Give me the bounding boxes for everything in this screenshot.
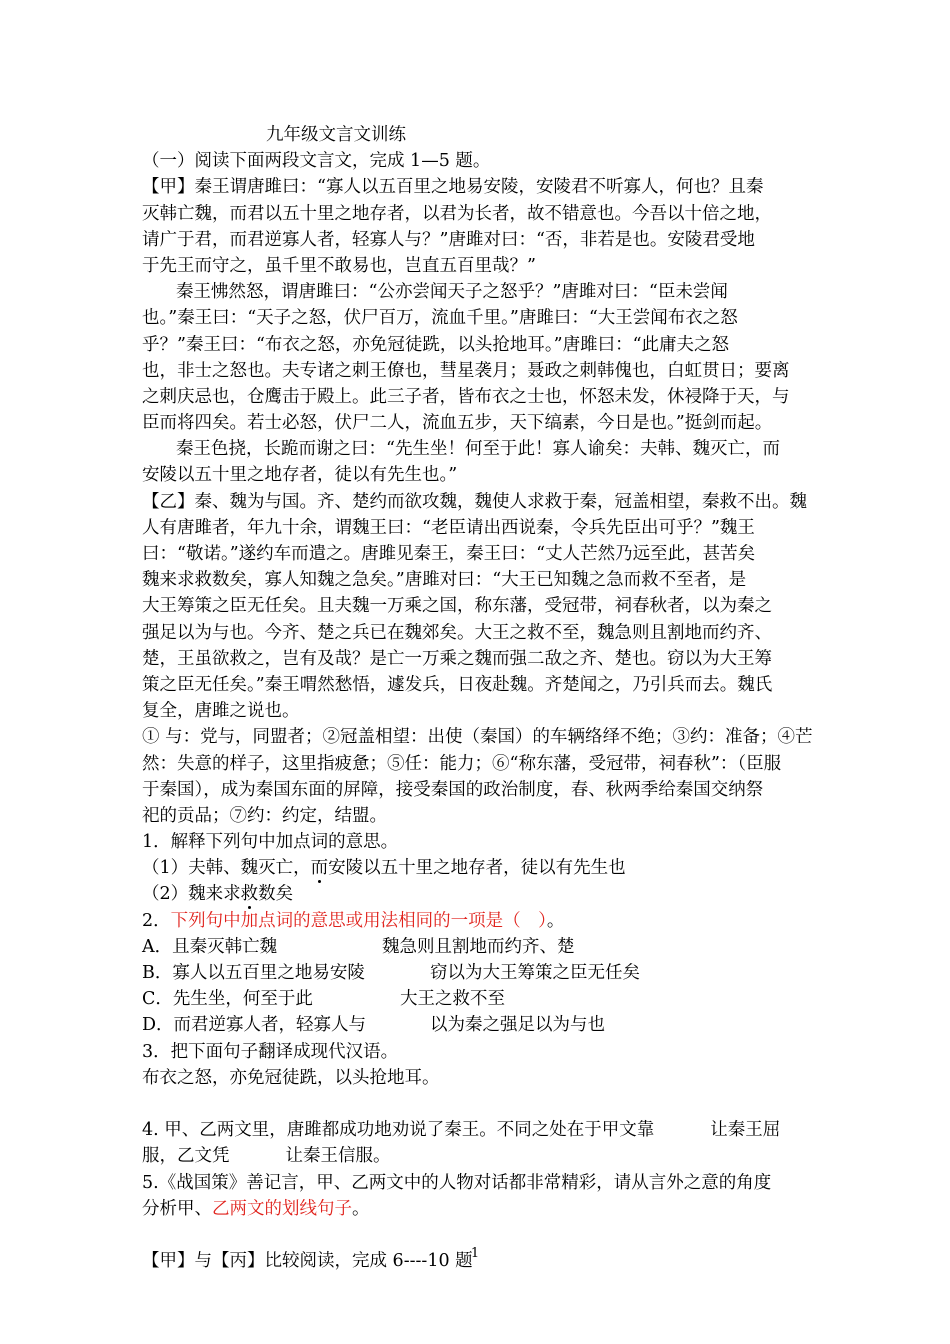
yi-line: 曰：“敬诺。”遂约车而遣之。唐雎见秦王，秦王曰：“丈人芒然乃远至此，甚苦矣 <box>142 544 756 564</box>
question-5-line-1: 5.《战国策》善记言，甲、乙两文中的人物对话都非常精彩，请从言外之意的角度 <box>142 1172 772 1193</box>
question-4-line-2 <box>142 1143 810 1169</box>
page-number: 1 <box>470 1246 480 1261</box>
spacer <box>142 1222 810 1248</box>
question-1-item-1 <box>142 855 810 881</box>
q2-option-d-left: D．而君逆寡人者，轻寡人与 <box>142 1015 367 1036</box>
q5-text-b: 分析甲、 <box>142 1198 212 1219</box>
notes-line: 于秦国），成为秦国东面的屏障，接受秦国的政治制度，春、秋两季给秦国交纳祭 <box>142 779 764 800</box>
notes-line: ① 与：党与，同盟者；②冠盖相望：出使（秦国）的车辆络绎不绝；③约：准备；④芒 <box>142 727 813 748</box>
section-2-heading: 【甲】与【丙】比较阅读，完成 6----10 题 <box>142 1251 473 1272</box>
q5-red-text: 乙两文的划线句子 <box>212 1198 352 1219</box>
section-1-heading: （一）阅读下面两段文言文，完成 1—5 题。 <box>142 151 491 172</box>
q2-option-b-left: B．寡人以五百里之地易安陵 <box>142 963 365 983</box>
q2-option-a <box>142 934 810 960</box>
question-3-sentence: 布衣之怒，亦免冠徒跣，以头抢地耳。 <box>142 1067 440 1088</box>
q2-option-c-right: 大王之救不至 <box>400 989 505 1010</box>
q1-2-text: （2）魏来求 <box>142 884 241 905</box>
q2-number: 2． <box>142 910 171 931</box>
jia-para2-line: 也，非士之怒也。夫专诸之刺王僚也，彗星袭月；聂政之刺韩傀也，白虹贯日；要离 <box>142 360 790 381</box>
q2-option-b <box>142 960 810 986</box>
q2-end: 。 <box>546 910 565 931</box>
jia-line: 灭韩亡魏，而君以五十里之地存者，以君为长者，故不错意也。今吾以十倍之地， <box>142 203 772 224</box>
notes-line: 然：失意的样子，这里指疲惫；⑤任：能力；⑥“称东藩，受冠带，祠春秋”：（臣服 <box>142 753 782 774</box>
q2-option-d-right: 以为秦之强足以为与也 <box>430 1015 605 1036</box>
q2-option-d <box>142 1012 810 1038</box>
q2-option-c <box>142 986 810 1012</box>
question-5-line-2 <box>142 1196 810 1222</box>
question-1-item-2 <box>142 881 810 907</box>
q4-text-d: 让秦王信服。 <box>285 1146 391 1167</box>
jia-para2-line: 秦王怫然怒，谓唐雎曰：“公亦尝闻天子之怒乎？”唐雎对曰：“臣未尝闻 <box>176 282 728 303</box>
yi-line: 复全，唐雎之说也。 <box>142 701 300 722</box>
jia-para2-line: 之刺庆忌也，仓鹰击于殿上。此三子者，皆布衣之士也，怀怒未发，休祲降于天，与 <box>142 386 790 407</box>
q4-text-b: 让秦王屈 <box>710 1120 781 1141</box>
q2-option-b-right: 窃以为大王筹策之臣无任矣 <box>430 963 640 983</box>
question-3: 3．把下面句子翻译成现代汉语。 <box>142 1041 399 1062</box>
jia-line: 【甲】秦王谓唐雎曰：“寡人以五百里之地易安陵，安陵君不听寡人，何也？且秦 <box>142 177 764 198</box>
document-body <box>142 122 813 1274</box>
q2-option-a-left: A．且秦灭韩亡魏 <box>142 936 278 957</box>
jia-para2-line: 也。”秦王曰：“天子之怒，伏尸百万，流血千里。”唐雎曰：“大王尝闻布衣之怒 <box>142 308 738 329</box>
jia-para2-line: 臣而将四矣。若士必怒，伏尸二人，流血五步，天下缟素，今日是也。”挺剑而起。 <box>142 413 773 434</box>
q4-text-c: 服，乙文凭 <box>142 1146 230 1167</box>
yi-line: 强足以为与也。今齐、楚之兵已在魏郊矣。大王之救不至，魏急则且割地而约齐、 <box>142 622 772 643</box>
notes-line: 祀的贡品；⑦约：约定，结盟。 <box>142 805 387 826</box>
yi-line: 【乙】秦、魏为与国。齐、楚约而欲攻魏，魏使人求救于秦，冠盖相望，秦救不出。魏 <box>142 491 807 512</box>
q1-1-dotted-word: 而 <box>310 858 329 879</box>
q2-prompt: 下列句中加点词的意思或用法相同的一项是（ ） <box>170 910 547 931</box>
q5-end: 。 <box>352 1198 370 1219</box>
jia-line: 请广于君，而君逆寡人者，轻寡人与？”唐雎对曰：“否，非若是也。安陵君受地 <box>142 229 755 250</box>
yi-line: 大王筹策之臣无任矣。且夫魏一万乘之国，称东藩，受冠带，祠春秋者，以为秦之 <box>142 596 772 617</box>
q2-option-a-right: 魏急则且割地而约齐、楚 <box>382 936 575 957</box>
jia-para3-line: 秦王色挠，长跪而谢之曰：“先生坐！何至于此！寡人谕矣：夫韩、魏灭亡，而 <box>176 439 780 460</box>
q2-option-c-left: C．先生坐，何至于此 <box>142 989 313 1010</box>
q1-2-dotted-word: 救 <box>240 884 259 905</box>
document-title: 九年级文言文训练 <box>266 125 406 145</box>
jia-para2-line: 乎？”秦王曰：“布衣之怒，亦免冠徒跣，以头抢地耳。”唐雎曰：“此庸夫之怒 <box>142 334 730 355</box>
q1-1-text: （1）夫韩、魏灭亡， <box>142 858 311 879</box>
yi-line: 策之臣无任矣。”秦王喟然愁悟，遽发兵，日夜赴魏。齐楚闻之，乃引兵而去。魏氏 <box>142 674 773 695</box>
question-1: 1．解释下列句中加点词的意思。 <box>142 832 399 853</box>
question-4-line-1 <box>142 1117 810 1143</box>
question-2 <box>142 908 810 934</box>
jia-line: 于先王而守之，虽千里不敢易也，岂直五百里哉？” <box>142 255 536 276</box>
yi-line: 人有唐雎者，年九十余，谓魏王曰：“老臣请出西说秦，令兵先臣出可乎？”魏王 <box>142 517 755 538</box>
q1-2-text-rest: 数矣 <box>258 884 294 905</box>
q1-1-text-rest: 安陵以五十里之地存者，徒以有先生也 <box>328 858 626 879</box>
jia-para3-line: 安陵以五十里之地存者，徒以有先生也。” <box>142 465 458 486</box>
yi-line: 楚，王虽欲救之，岂有及哉？是亡一万乘之魏而强二敌之齐、楚也。窃以为大王筹 <box>142 648 772 669</box>
q4-text-a: 4. 甲、乙两文里，唐雎都成功地劝说了秦王。不同之处在于甲文靠 <box>142 1120 655 1141</box>
spacer <box>142 1091 810 1117</box>
yi-line: 魏来求救数矣，寡人知魏之急矣。”唐雎对曰：“大王已知魏之急而救不至者，是 <box>142 570 747 591</box>
